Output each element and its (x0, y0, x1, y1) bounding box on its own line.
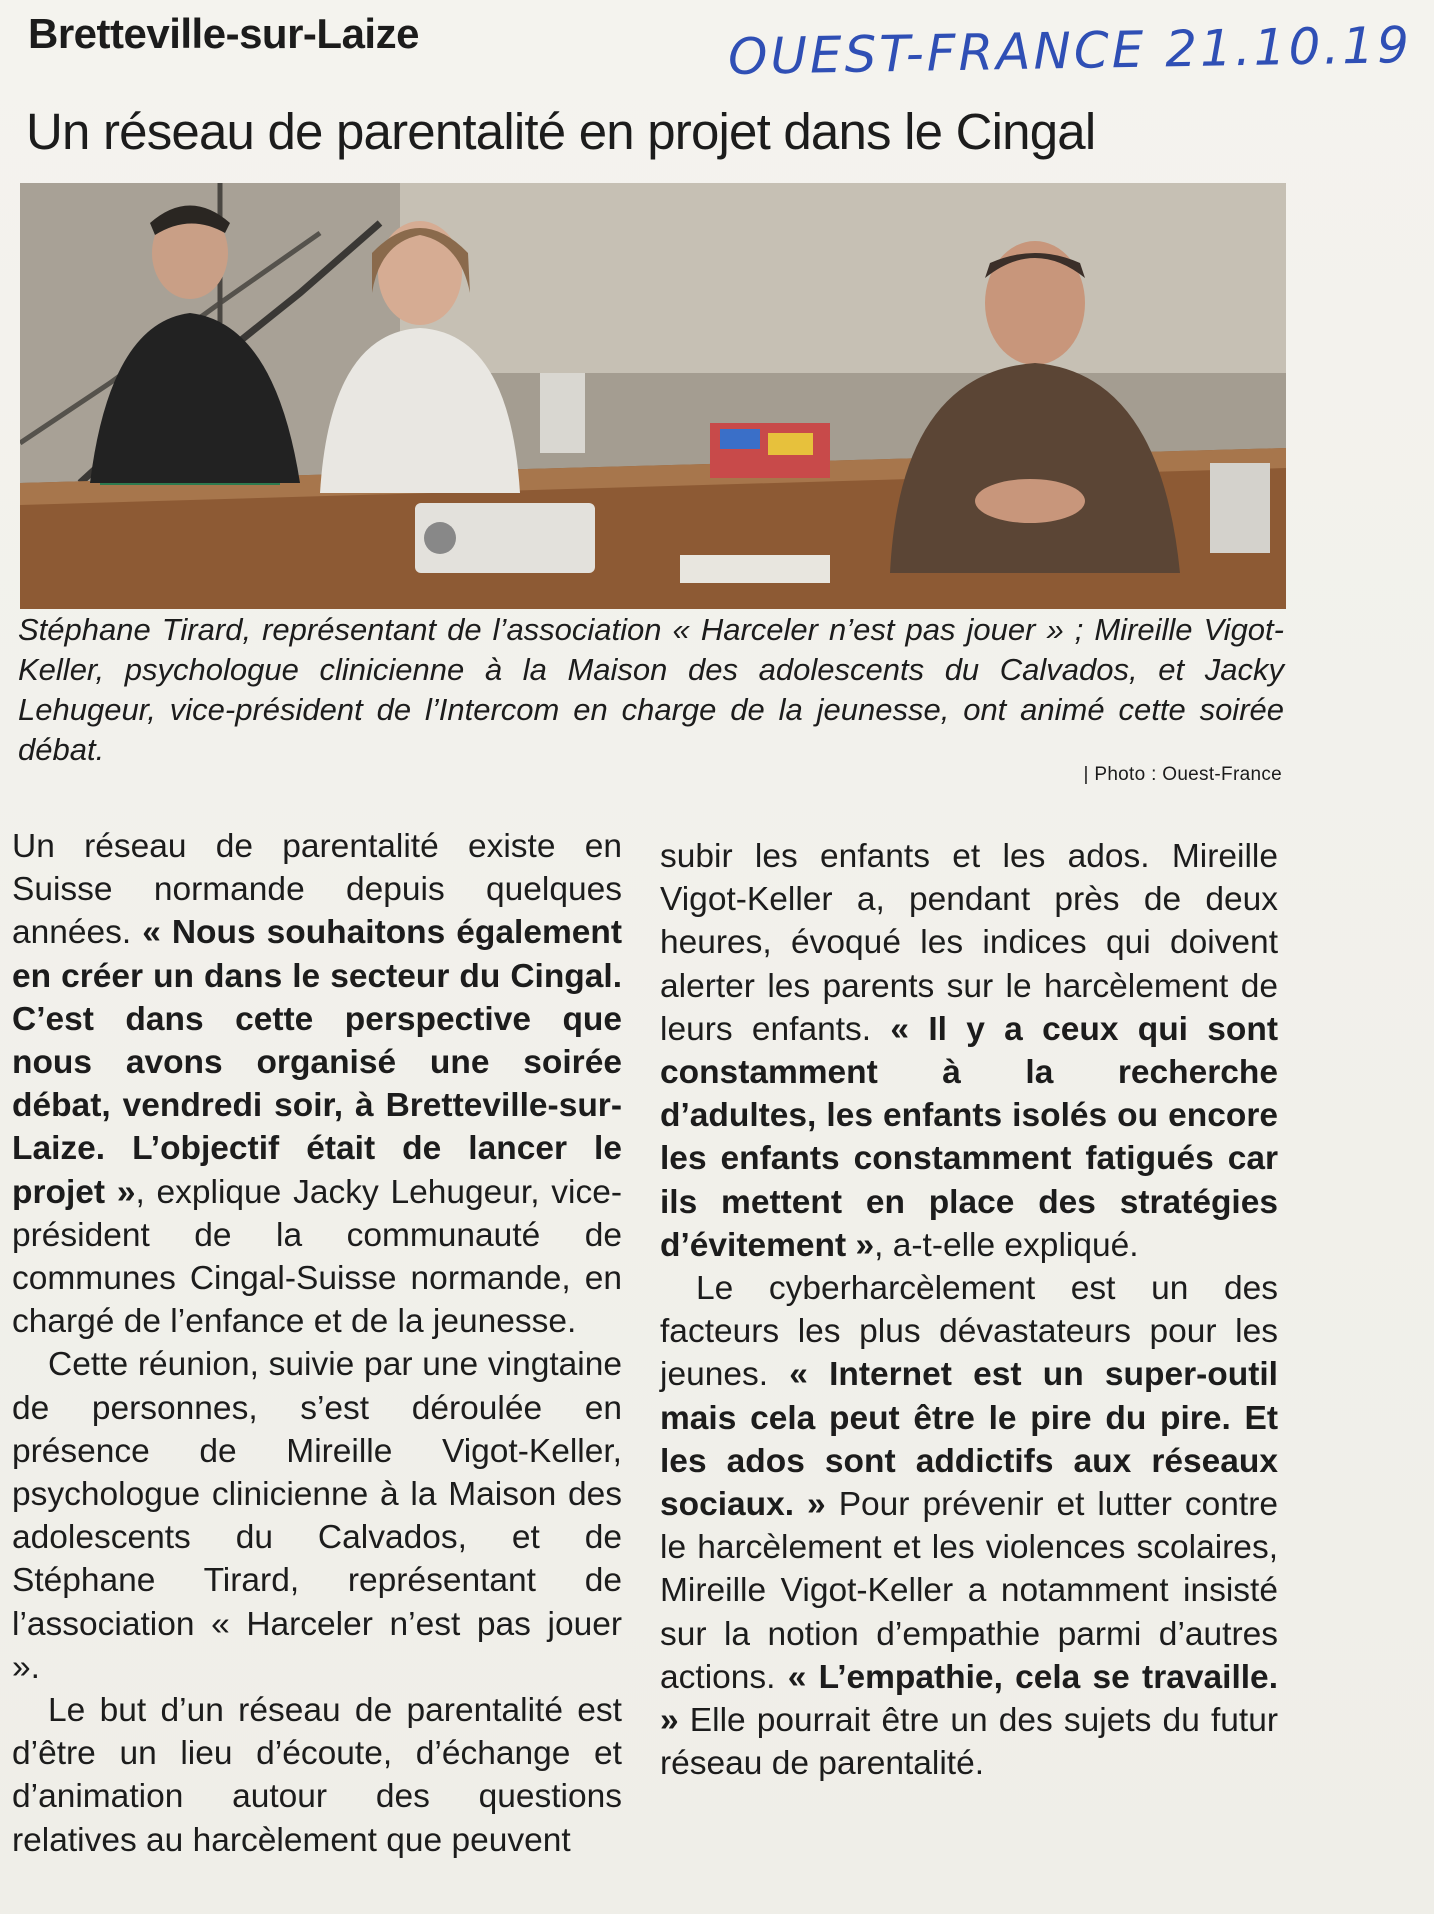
section-title: Bretteville-sur-Laize (28, 10, 419, 57)
paragraph-text: Elle pourrait être un des sujets du futur réseau de parentalité. (660, 1702, 1278, 1783)
paragraph-text: , explique Jacky Lehugeur, vice-président de la communauté de communes Cingal-Suisse normande, en chargé de l’enfance et de la jeunesse. (12, 1173, 622, 1341)
photo-caption: Stéphane Tirard, représentant de l’association « Harceler n’est pas jouer » ; Mireille Vigot-Keller, psychologue clinicienne à la Maison des adolescents du Calvados, et Jacky Lehugeur, vice-président de l’Intercom en charge de la jeunesse, ont animé cette soirée débat. (18, 612, 1284, 767)
paragraph (660, 1267, 1278, 1785)
paragraph-text: Un réseau de parentalité existe en Suisse normande depuis quelques années. (12, 828, 622, 952)
quote: « L’empathie, cela se travaille. » (660, 1658, 1278, 1740)
paragraph: Le but d’un réseau de parentalité est d’être un lieu d’écoute, d’échange et d’animation autour des questions relatives au harcèlement que peuvent (12, 1692, 622, 1859)
quote: « Nous souhaitons également en créer un dans le secteur du Cingal. C’est dans cette perspective que nous avons organisé une soirée débat, vendredi soir, à Bretteville-sur-Laize. L’objectif était de lancer le projet » (12, 914, 622, 1211)
paragraph-text: Le cyberharcèlement est un des facteurs les plus dévastateurs pour les jeunes. (660, 1270, 1278, 1394)
photo-credit: | Photo : Ouest-France (1083, 764, 1282, 785)
paragraph-text: Pour prévenir et lutter contre le harcèlement et les violences scolaires, Mireille Vigot-Keller a notamment insisté sur la notion d’empathie parmi d’autres actions. (660, 1486, 1278, 1696)
paragraph-text: , a-t-elle expliqué. (874, 1226, 1139, 1264)
article-column-2 (660, 835, 1278, 1785)
article-column-1 (12, 825, 622, 1862)
quote: « Internet est un super-outil mais cela peut être le pire du pire. Et les ados sont addictifs aux réseaux sociaux. » (660, 1356, 1278, 1524)
paragraph (660, 835, 1278, 1267)
handwritten-source-date: OUEST-FRANCE 21.10.19 (727, 16, 1413, 86)
article-photo (20, 183, 1286, 609)
paragraph-text: subir les enfants et les ados. Mireille Vigot-Keller a, pendant près de deux heures, évoqué les indices qui doivent alerter les parents sur le harcèlement de leurs enfants. (660, 838, 1278, 1048)
headline: Un réseau de parentalité en projet dans le Cingal (26, 103, 1096, 160)
paragraph (12, 825, 622, 1343)
paragraph: Cette réunion, suivie par une vingtaine de personnes, s’est déroulée en présence de Mireille Vigot-Keller, psychologue clinicienne à la Maison des adolescents du Calvados, et de Stéphane Tirard, représentant de l’association « Harceler n’est pas jouer ». (12, 1346, 622, 1686)
quote: « Il y a ceux qui sont constamment à la recherche d’adultes, les enfants isolés ou encore les enfants constamment fatigués car ils mettent en place des stratégies d’évitement » (660, 1010, 1279, 1264)
